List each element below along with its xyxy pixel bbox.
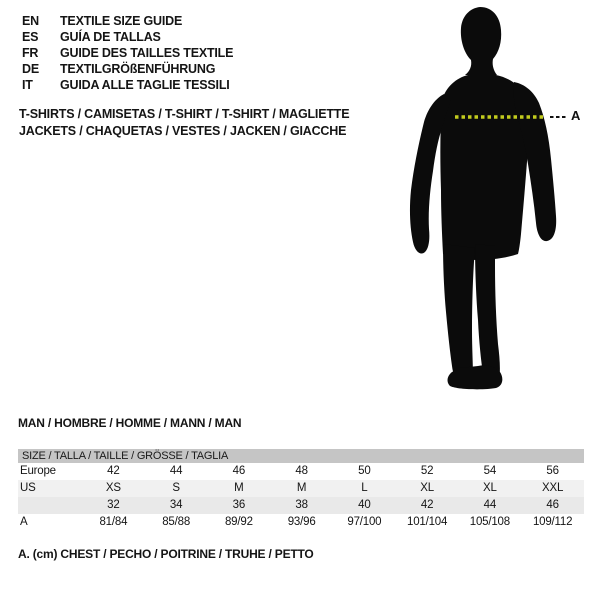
table-cell: L bbox=[361, 482, 368, 494]
language-title: GUIDA ALLE TAGLIE TESSILI bbox=[60, 78, 230, 92]
table-cell: 105/108 bbox=[469, 516, 510, 528]
size-table-header: SIZE / TALLA / TAILLE / GRÖSSE / TAGLIA bbox=[18, 449, 584, 463]
table-row-europe bbox=[18, 463, 584, 480]
category-tshirts: T-SHIRTS / CAMISETAS / T-SHIRT / T-SHIRT / MAGLIETTE bbox=[19, 107, 350, 121]
row-label bbox=[18, 497, 82, 514]
table-cell: 48 bbox=[295, 465, 308, 477]
table-cell: 46 bbox=[232, 465, 246, 477]
table-cell: 85/88 bbox=[162, 516, 191, 528]
language-list bbox=[22, 13, 233, 93]
table-cell: 38 bbox=[295, 499, 308, 511]
language-title: TEXTILGRÖßENFÜHRUNG bbox=[60, 62, 216, 76]
language-code: IT bbox=[22, 78, 33, 92]
table-cell: 46 bbox=[546, 499, 559, 511]
size-table bbox=[18, 449, 584, 531]
section-title-man: MAN / HOMBRE / HOMME / MANN / MAN bbox=[18, 416, 242, 430]
man-silhouette-figure bbox=[398, 4, 598, 394]
table-cell: M bbox=[234, 482, 244, 494]
table-cell: 81/84 bbox=[99, 516, 128, 528]
row-label: US bbox=[20, 482, 36, 494]
language-title: GUIDE DES TAILLES TEXTILE bbox=[60, 46, 234, 60]
table-cell: 32 bbox=[107, 499, 120, 511]
table-cell: 42 bbox=[107, 465, 120, 477]
table-row-us-numeric bbox=[18, 497, 584, 514]
language-title: GUÍA DE TALLAS bbox=[60, 30, 161, 44]
table-cell: 93/96 bbox=[287, 516, 316, 528]
table-cell: 56 bbox=[546, 465, 559, 477]
table-cell: 44 bbox=[483, 499, 497, 511]
table-cell: 44 bbox=[169, 465, 183, 477]
table-cell: 97/100 bbox=[347, 516, 382, 528]
table-cell: 101/104 bbox=[407, 516, 448, 528]
category-jackets: JACKETS / CHAQUETAS / VESTES / JACKEN / GIACCHE bbox=[19, 124, 347, 138]
table-cell: XXL bbox=[542, 482, 564, 494]
man-silhouette bbox=[410, 7, 556, 389]
row-label: Europe bbox=[20, 465, 56, 477]
language-code: FR bbox=[22, 46, 39, 60]
table-row-chest-a bbox=[18, 514, 584, 531]
table-cell: XL bbox=[483, 482, 497, 494]
table-cell: 50 bbox=[358, 465, 371, 477]
table-cell: XS bbox=[105, 482, 121, 494]
row-label: A bbox=[20, 516, 28, 528]
language-row-de bbox=[22, 61, 233, 77]
measure-footnote: A. (cm) CHEST / PECHO / POITRINE / TRUHE / PETTO bbox=[18, 547, 314, 561]
table-cell: S bbox=[172, 482, 180, 494]
table-cell: M bbox=[296, 482, 307, 494]
table-cell: XL bbox=[420, 482, 434, 494]
language-code: ES bbox=[22, 30, 39, 44]
table-cell: 36 bbox=[232, 499, 246, 511]
table-cell: 40 bbox=[358, 499, 371, 511]
language-title: TEXTILE SIZE GUIDE bbox=[60, 14, 183, 28]
table-cell: 52 bbox=[420, 465, 434, 477]
table-cell: 54 bbox=[483, 465, 497, 477]
category-list bbox=[19, 106, 349, 140]
language-code: DE bbox=[22, 62, 39, 76]
measure-label-a: A bbox=[571, 108, 581, 123]
table-cell: 89/92 bbox=[224, 516, 253, 528]
table-row-us bbox=[18, 480, 584, 497]
language-code: EN bbox=[22, 14, 39, 28]
table-cell: 34 bbox=[169, 499, 183, 511]
language-row-it bbox=[22, 77, 233, 93]
language-row-fr bbox=[22, 45, 233, 61]
table-cell: 109/112 bbox=[532, 516, 573, 528]
language-row-en bbox=[22, 13, 233, 29]
language-row-es bbox=[22, 29, 233, 45]
table-cell: 42 bbox=[420, 499, 434, 511]
